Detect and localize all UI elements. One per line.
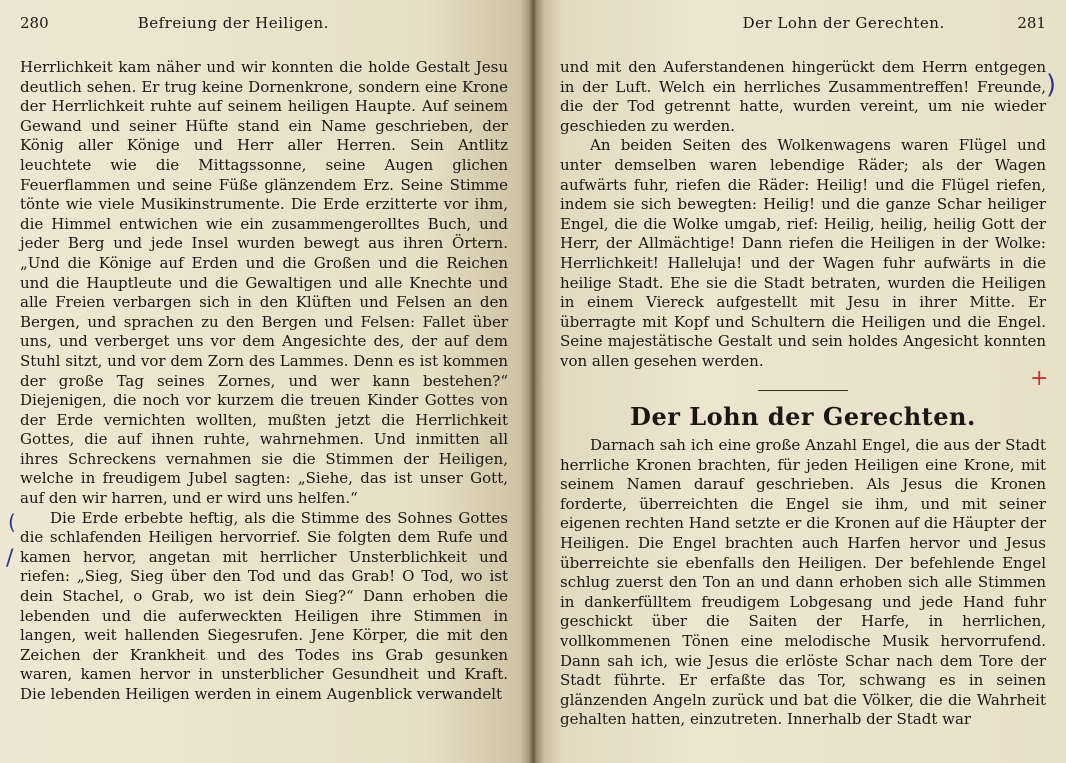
right-page-body [560,58,1049,730]
pencil-bracket-mark: ( [8,510,16,534]
left-page-body [20,58,508,705]
left-page-header [20,14,508,38]
right-page-header [560,14,1046,38]
right-paragraph-2: An beiden Seiten des Wolkenwagens waren Flügel und unter demselben waren lebendige Räder; als der Wagen aufwärts fuhr, riefen die Räder: Heilig! und die Flügel riefen, indem sie sich bewegten: Heilig! und die ganze Schar heiliger Engel, die die Wolke umgab, rief: Heilig, heilig, heilig Gott der Herr, der Allmächtige! Dann riefen die Heiligen in der Wolke: Herrlichkeit! Halleluja! und der Wagen fuhr aufwärts in die heilige Stadt. Ehe sie die Stadt betraten, wurden die Heiligen in einem Viereck aufgestellt mit Jesu in ihrer Mitte. Er überragte mit Kopf und Schultern die Heiligen und die Engel. Seine majestätische Gestalt und sein holdes Angesicht konnten von allen gesehen werden. [560,136,1046,370]
left-running-head: Befreiung der Heiligen. [137,14,329,32]
right-page-number: 281 [1017,14,1046,32]
right-page [530,0,1066,763]
left-page [0,0,530,763]
section-divider [758,390,848,391]
right-paragraph-3: Darnach sah ich eine große Anzahl Engel, die aus der Stadt herrliche Kronen brachten, für jeden Heiligen eine Krone, mit seinem Namen darauf geschrieben. Als Jesus die Kronen forderte, überreichten die Engel sie ihm, und mit seiner eigenen rechten Hand setzte er die Kronen auf die Häupter der Heiligen. Die Engel brachten auch Harfen hervor und Jesus überreichte sie ebenfalls den Heiligen. Der befehlende Engel schlug zuerst den Ton an und dann erhoben sich alle Stimmen in dankerfülltem freudigem Lobgesang und jede Hand fuhr geschickt über die Saiten der Harfe, in herrlichen, vollkommenen Tönen eine melodische Musik hervorrufend. Dann sah ich, wie Jesus die erlöste Schar nach dem Tore der Stadt führte. Er erfaßte das Tor, schwang es in seinen glänzenden Angeln zurück und bat die Völker, die die Wahrheit gehalten hatten, einzutreten. Innerhalb der Stadt war [560,436,1046,729]
red-cross-mark: + [1030,366,1049,391]
left-paragraph-1: Herrlichkeit kam näher und wir konnten die holde Gestalt Jesu deutlich sehen. Er trug keine Dornenkrone, sondern eine Krone der Herrlichkeit ruhte auf seinem heiligen Haupte. Auf seinem Gewand und seiner Hüfte stand ein Name geschrieben, der König aller Könige und Herr aller Herren. Sein Antlitz leuchtete wie die Mittagssonne, seine Augen glichen Feuerflammen und seine Füße glänzendem Erz. Seine Stimme tönte wie viele Musikinstrumente. Die Erde erzitterte vor ihm, die Himmel entwichen wie ein zusammengerolltes Buch, und jeder Berg und jede Insel wurden bewegt aus ihren Örtern. „Und die Könige auf Erden und die Großen und die Reichen und die Hauptleute und die Gewaltigen und alle Knechte und alle Freien verbargen sich in den Klüften und Felsen an den Bergen, und sprachen zu den Bergen und Felsen: Fallet über uns, und verberget uns vor dem Angesichte des, der auf dem Stuhl sitzt, und vor dem Zorn des Lammes. Denn es ist kommen der große Tag seines Zornes, und wer kann bestehen?“ Diejenigen, die noch vor kurzem die treuen Kinder Gottes von der Erde vernichten wollten, mußten jetzt die Herrlichkeit Gottes, die auf ihnen ruhte, wahrnehmen. Und inmitten all ihres Schreckens vernahmen sie die Stimmen der Heiligen, welche in freudigem Jubel sagten: „Siehe, das ist unser Gott, auf den wir harren, und er wird uns helfen.“ [20,58,508,508]
left-paragraph-2: Die Erde erbebte heftig, als die Stimme des Sohnes Gottes die schlafenden Heiligen hervorrief. Sie folgten dem Rufe und kamen hervor, angetan mit herrlicher Unsterblichkeit und riefen: „Sieg, Sieg über den Tod und das Grab! O Tod, wo ist dein Stachel, o Grab, wo ist dein Sieg?“ Dann erhoben die lebenden und die auferweckten Heiligen ihre Stimmen in langen, weit hallenden Siegesrufen. Jene Körper, die mit den Zeichen der Krankheit und des Todes ins Grab gesunken waren, kamen hervor in unsterblicher Gesundheit und Kraft. Die lebenden Heiligen werden in einem Augenblick verwandelt [20,508,508,703]
right-running-head: Der Lohn der Gerechten. [742,14,945,32]
left-page-number: 280 [20,14,49,32]
section-heading: Der Lohn der Gerechten. [630,401,976,431]
pencil-bracket-mark-right: ) [1046,70,1057,100]
right-paragraph-1: und mit den Auferstandenen hingerückt dem Herrn entgegen in der Luft. Welch ein herrliches Zusammentreffen! Freunde, die der Tod getrennt hatte, wurden vereint, um nie wieder geschieden zu werden. [560,58,1046,135]
pencil-slash-mark: / [6,546,14,571]
